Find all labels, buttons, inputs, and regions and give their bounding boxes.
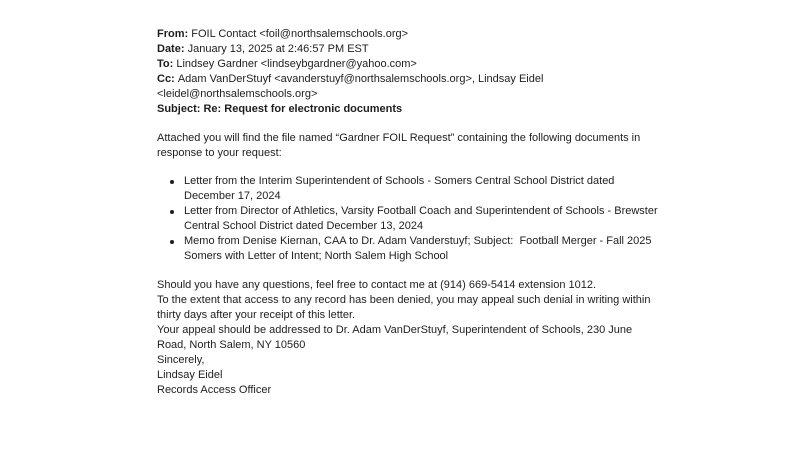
attachment-item-2: Letter from Director of Athletics, Varsity Football Coach and Superintendent of Schools - Brewster Central School District dated December 13, 2024	[184, 205, 661, 232]
attachment-list	[157, 174, 659, 264]
header-to	[157, 57, 659, 72]
closing-appeal-address-line: Your appeal should be addressed to Dr. Adam VanDerStuyf, Superintendent of Schools, 230 June Road, North Salem, NY 10560	[157, 324, 636, 351]
closing-appeal-rights-line: To the extent that access to any record has been denied, you may appeal such denial in writing within thirty days after your receipt of this letter.	[157, 294, 654, 321]
header-from-value: FOIL Contact <foil@northsalemschools.org>	[191, 28, 409, 40]
closing-sincerely: Sincerely,	[157, 354, 205, 366]
closing-block	[157, 278, 659, 398]
header-cc-value: Adam VanDerStuyf <avanderstuyf@northsalemschools.org>, Lindsay Eidel <leidel@northsalemschools.org>	[157, 73, 544, 100]
header-subject-label: Subject:	[157, 103, 201, 115]
signature-name: Lindsay Eidel	[157, 369, 223, 381]
header-date	[157, 42, 659, 57]
header-date-value: January 13, 2025 at 2:46:57 PM EST	[187, 43, 369, 55]
header-to-label: To:	[157, 58, 174, 70]
header-to-value: Lindsey Gardner <lindseybgardner@yahoo.com>	[176, 58, 417, 70]
attachment-item-1: Letter from the Interim Superintendent of Schools - Somers Central School District dated December 17, 2024	[184, 174, 659, 204]
header-date-label: Date:	[157, 43, 185, 55]
header-subject	[157, 102, 659, 117]
body-intro-paragraph: Attached you will find the file named “Gardner FOIL Request” containing the following documents in response to your request:	[157, 132, 644, 159]
header-cc-label: Cc:	[157, 73, 175, 85]
attachment-item-3: Memo from Denise Kiernan, CAA to Dr. Adam Vanderstuyf; Subject: Football Merger - Fall 2025 Somers with Letter of Intent; North Salem High School	[184, 234, 659, 264]
email-page	[157, 27, 659, 398]
email-header-block	[157, 27, 659, 117]
header-from-label: From:	[157, 28, 189, 40]
header-from	[157, 27, 659, 42]
signature-title: Records Access Officer	[157, 384, 272, 396]
closing-contact-line: Should you have any questions, feel free to contact me at (914) 669-5414 extension 1012.	[157, 279, 597, 291]
header-cc	[157, 72, 659, 102]
header-subject-value: Re: Request for electronic documents	[203, 103, 403, 115]
